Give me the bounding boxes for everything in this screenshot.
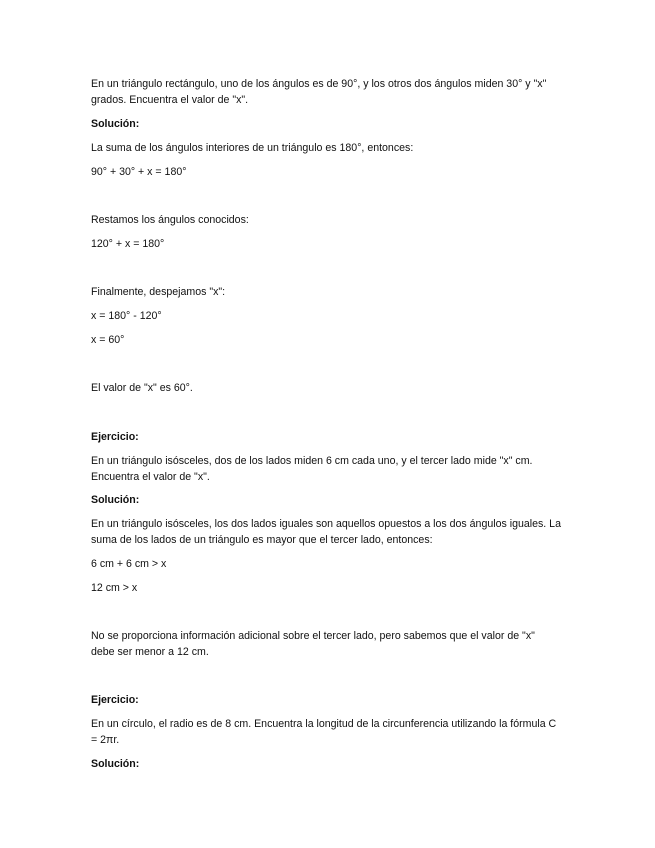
problem2-equation1: 6 cm + 6 cm > x <box>91 558 167 570</box>
problem1-equation3: x = 180° - 120° <box>91 310 162 322</box>
problem1-step2: Restamos los ángulos conocidos: <box>91 214 249 226</box>
problem3-solution-label: Solución: <box>91 758 140 770</box>
problem3-statement: En un círculo, el radio es de 8 cm. Encuentra la longitud de la circunferencia utilizando la fórmula C = 2πr. <box>91 718 560 746</box>
problem1-statement: En un triángulo rectángulo, uno de los ángulos es de 90°, y los otros dos ángulos miden 30° y "x" grados. Encuentra el valor de "x". <box>91 78 550 106</box>
problem1-equation2: 120° + x = 180° <box>91 238 165 250</box>
problem2-step1: En un triángulo isósceles, los dos lados iguales son aquellos opuestos a los dos ángulos iguales. La suma de los lados de un triángulo es mayor que el tercer lado, entonces: <box>91 518 564 546</box>
problem1-conclusion: El valor de "x" es 60°. <box>91 382 193 394</box>
problem2-solution-label: Solución: <box>91 494 140 506</box>
problem1-equation4: x = 60° <box>91 334 125 346</box>
problem2-exercise-label: Ejercicio: <box>91 431 139 443</box>
problem2-equation2: 12 cm > x <box>91 582 138 594</box>
problem1-solution-label: Solución: <box>91 118 140 130</box>
problem1-step3: Finalmente, despejamos "x": <box>91 286 226 298</box>
problem1-step1: La suma de los ángulos interiores de un triángulo es 180°, entonces: <box>91 142 414 154</box>
problem3-exercise-label: Ejercicio: <box>91 694 139 706</box>
problem1-equation1: 90° + 30° + x = 180° <box>91 166 187 178</box>
problem2-statement: En un triángulo isósceles, dos de los lados miden 6 cm cada uno, y el tercer lado mide "x" cm. Encuentra el valor de "x". <box>91 455 536 483</box>
problem2-conclusion: No se proporciona información adicional sobre el tercer lado, pero sabemos que el valor de "x" debe ser menor a 12 cm. <box>91 630 538 658</box>
